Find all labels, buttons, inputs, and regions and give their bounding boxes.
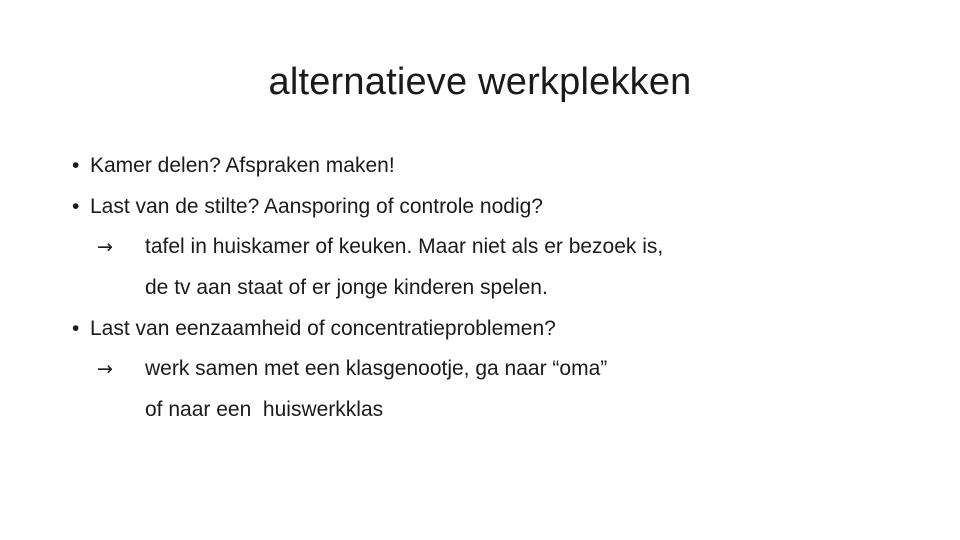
sub-item bbox=[72, 349, 912, 390]
bullet-icon: • bbox=[72, 316, 80, 340]
list-item-text: Last van de stilte? Aansporing of controle nodig? bbox=[90, 194, 543, 218]
list-item bbox=[72, 309, 912, 350]
sub-item-text: tafel in huiskamer of keuken. Maar niet als er bezoek is, bbox=[145, 235, 664, 259]
slide-title: alternatieve werkplekken bbox=[268, 61, 692, 103]
sub-item-text: werk samen met een klasgenootje, ga naar “oma” bbox=[145, 357, 608, 381]
sub-item bbox=[72, 227, 912, 268]
list-item-text: Kamer delen? Afspraken maken! bbox=[90, 154, 395, 177]
sub-item-continuation bbox=[72, 390, 912, 431]
sub-item-text: of naar een huiswerkklas bbox=[145, 398, 384, 422]
slide-content bbox=[72, 146, 912, 431]
bullet-icon: • bbox=[72, 194, 80, 218]
list-item-text: Last van eenzaamheid of concentratieproblemen? bbox=[90, 316, 556, 340]
arrow-right-icon: → bbox=[97, 358, 113, 381]
list-item bbox=[72, 187, 912, 228]
sub-item-continuation bbox=[72, 268, 912, 309]
arrow-right-icon: → bbox=[97, 236, 113, 259]
sub-item-text: de tv aan staat of er jonge kinderen spelen. bbox=[145, 276, 548, 300]
bullet-icon: • bbox=[72, 154, 80, 177]
list-item bbox=[72, 146, 912, 187]
